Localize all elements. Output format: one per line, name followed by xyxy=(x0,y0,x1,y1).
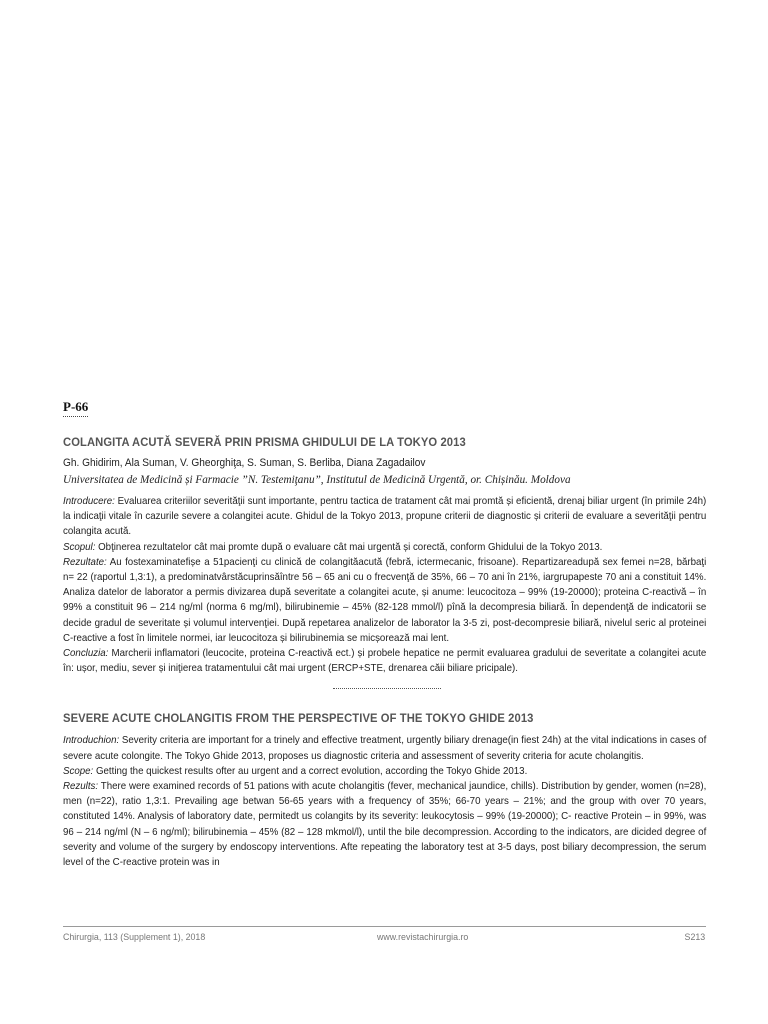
footer-rule xyxy=(63,926,706,927)
section-results xyxy=(63,779,706,870)
section-concluzia xyxy=(63,646,706,676)
section-text: There were examined records of 51 pations with acute cholangitis (fever, mechanical jaundice, chills). Distribution by gender, women (n=28), men (n=22), ratio 1,3:1. Prevailing age betwan 56-65 years with a frequency of 35%; 66-70 years – 21%; and the group with over 70 years, constituted 14%. Analysis of laboratory date, permitedt us colangits by its severity: leukocytosis – 99% (19-20000); C- reactive Protein – in 99%, was 96 – 214 ng/ml (N – 6 ng/ml); bilirubinemia – 45% (82 – 128 mkmol/l), until the bile decompression. According to the indicators, are dicided degree of severity and volume of the surgery by endoscopy interventions. Afte repeating the laboratory test at 3-5 days, post biliary decompression, the serum level of the C-reactive protein was in xyxy=(63,781,707,869)
section-text: Au fostexaminatefișe a 51pacienţi cu clinică de colangităacută (febră, ictermecanic, frisoane). Repartizareadupă sex femei n=28, bărbaţi n= 22 (raportul 1,3:1), a predominatvârstăcuprinsăîntre 56 – 65 ani cu o frecvenţă de 35%, 66 – 70 ani în 21%, iargrupapeste 70 ani a constituit 14%. Analiza datelor de laborator a permis divizarea după severitate a colangitei acute, și anume: leucocitoza – 99% (19-20000); proteina C-reactivă – în 99% a constituit 96 – 214 ng/ml (norma 6 mg/ml), bilirubinemie – 45% (82-128 mmol/l) pînă la decompresia biliară. În dependenţă de indicatorii se decide gradul de severitate și volumul intervenţiei. După repetarea analizelor de laborator la 3-5 zi, post-decompresie biliară, nivelul seric al proteinei C-reactive a fost în limitele normei, iar leucocitoza și bilirubinemia se micșorează mai lent. xyxy=(63,556,707,644)
section-label: Scope: xyxy=(63,765,94,777)
section-text: Evaluarea criteriilor severităţii sunt importante, pentru tactica de tratament cât mai promtă și eficientă, drenaj biliar urgent (în primile 24h) la indicaţii vitale în cazurile severe a colangitei acute. Ghidul de la Tokyo 2013, propune criterii de diagnostic și criterii de evaluare a severităţii pentru colangita acută. xyxy=(63,496,707,538)
abstract-block xyxy=(63,398,706,870)
footer-journal: Chirurgia, 113 (Supplement 1), 2018 xyxy=(63,932,206,943)
section-scopul xyxy=(63,540,706,555)
footer-page-number: S213 xyxy=(684,932,705,943)
section-label: Rezultate: xyxy=(63,556,107,568)
abstract-code: P-66 xyxy=(63,399,88,417)
section-label: Scopul: xyxy=(63,541,96,553)
section-scope xyxy=(63,764,706,779)
title-english: SEVERE ACUTE CHOLANGITIS FROM THE PERSPECTIVE OF THE TOKYO GHIDE 2013 xyxy=(63,711,534,726)
section-text: Severity criteria are important for a trinely and effective treatment, urgently biliary drenage(in fiest 24h) at the vital indications in cases of severe acute colongite. The Tokyo Ghide 2013, proposes us diagnostic criteria and assessment of severity criteria for acute cholangitis. xyxy=(63,735,707,762)
section-text: Marcherii inflamatori (leucocite, proteina C-reactivă ect.) și probele hepatice ne permit evaluarea gradului de severitate a colangitei acute în: ușor, mediu, sever și iniţierea tratamentului cât mai urgent (ERCP+STE, drenarea căii biliare pricipale). xyxy=(63,648,707,675)
section-label: Rezults: xyxy=(63,781,99,793)
section-separator xyxy=(333,688,441,689)
section-text: Obţinerea rezultatelor cât mai promte după o evaluare cât mai urgentă și corectă, conform Ghidului de la Tokyo 2013. xyxy=(95,541,603,553)
section-introducere xyxy=(63,494,706,540)
footer-website: www.revistachirurgia.ro xyxy=(377,932,469,943)
section-introduction xyxy=(63,733,706,763)
section-label: Introducere: xyxy=(63,496,115,507)
title-romanian: COLANGITA ACUTĂ SEVERĂ PRIN PRISMA GHIDULUI DE LA TOKYO 2013 xyxy=(63,435,466,449)
section-rezultate xyxy=(63,555,706,646)
section-text: Getting the quickest results ofter au urgent and a correct evolution, according the Tokyo Ghide 2013. xyxy=(93,765,528,777)
section-label: Concluzia: xyxy=(63,648,109,660)
affiliation: Universitatea de Medicină și Farmacie ”N. Testemiţanu”, Institutul de Medicină Urgentă, or. Chișinău. Moldova xyxy=(63,474,571,486)
authors: Gh. Ghidirim, Ala Suman, V. Gheorghiţa, S. Suman, S. Berliba, Diana Zagadailov xyxy=(63,457,426,469)
section-label: Introduchion: xyxy=(63,735,120,747)
